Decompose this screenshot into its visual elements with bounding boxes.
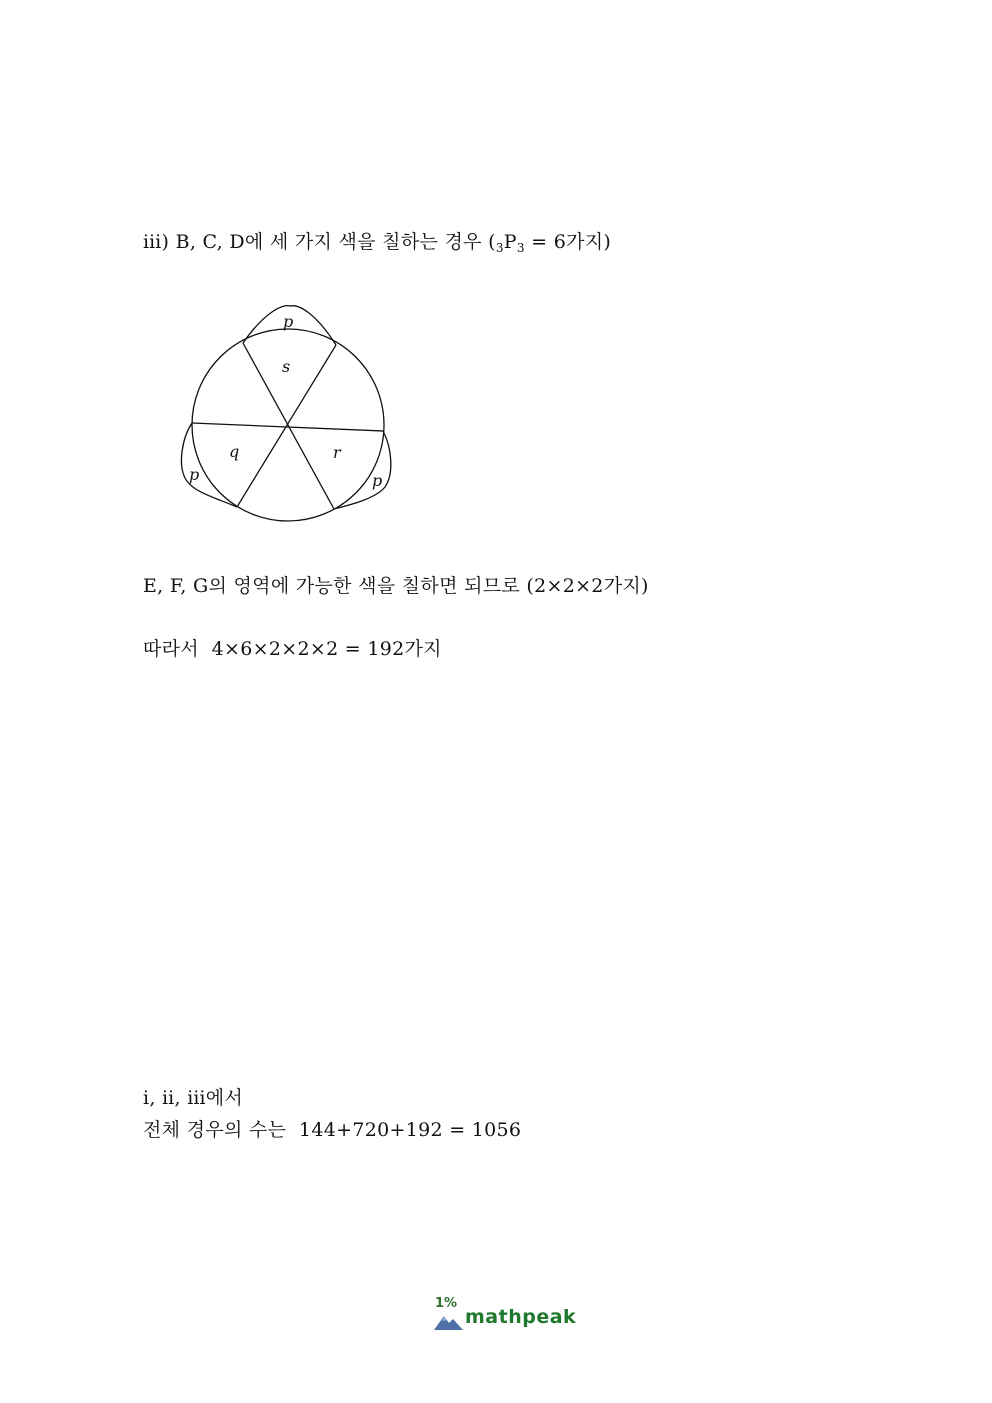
permutation-letter: P (503, 231, 517, 253)
logo-percent: 1% (435, 1296, 458, 1311)
mountain-icon (434, 1313, 464, 1331)
summary-line-1: ⅰ, ⅱ, ⅲ에서 (143, 1087, 244, 1109)
case-iii-heading-tail: = 6가지) (524, 231, 612, 253)
case-iii-heading (143, 230, 611, 260)
permutation-sub-right: 3 (516, 241, 525, 255)
permutation-sub-left: 3 (495, 241, 504, 255)
region-diagram (170, 298, 410, 530)
result-line: 따라서 4×6×2×2×2 = 192가지 (143, 638, 442, 660)
label-right-p: p (372, 471, 383, 490)
label-q: q (229, 442, 240, 461)
logo-wordmark: mathpeak (465, 1306, 577, 1328)
label-s: s (282, 357, 291, 376)
efg-line: E, F, G의 영역에 가능한 색을 칠하면 되므로 (2×2×2가지) (143, 575, 649, 597)
case-iii-heading-text: ⅲ) B, C, D에 세 가지 색을 칠하는 경우 ( (143, 231, 496, 253)
label-r: r (333, 443, 341, 462)
mathpeak-logo (432, 1296, 577, 1336)
label-top-p: p (283, 312, 294, 331)
label-left-p: p (189, 465, 200, 484)
summary-line-2: 전체 경우의 수는 144+720+192 = 1056 (143, 1119, 522, 1141)
